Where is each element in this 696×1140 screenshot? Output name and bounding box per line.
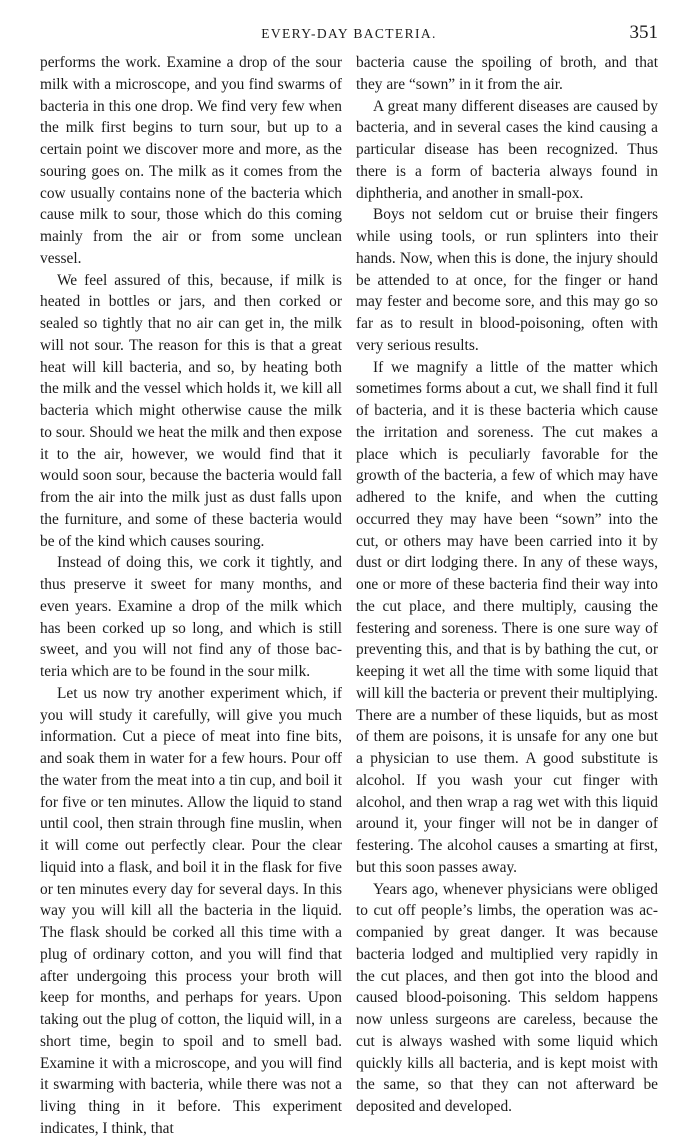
paragraph: We feel assured of this, because, if milk is heated in bottles or jars, and then corked or sealed so tightly that no air can get in, the milk will not sour. The reason for this is that a great heat will kill bacteria, and so, by heating both the milk and the vessel which holds it, we kill all bacteria which might otherwise cause the milk to sour. Should we heat the milk and then expose it to the air, however, we would find that it would soon sour, because the bacteria would fall from the air into the milk just as dust falls upon the furniture, and some of these bacteria would be of the kind which causes souring. [40, 271, 342, 550]
page-number: 351 [629, 22, 658, 43]
page-header [40, 18, 658, 48]
paragraph: Boys not seldom cut or bruise their fingers while using tools, or run splinters into their hands. Now, when this is done, the injury should be attended to at once, for the finger or hand may fester and become sore, and this may go so far as to result in blood-poisoning, often with very serious results. [356, 206, 658, 354]
paragraph: Instead of doing this, we cork it tightly, and thus preserve it sweet for many months, and even years. Examine a drop of the milk which has been corked up so long, and which is still sweet, and you will not find any of those bacteria which are to be found in the sour milk. [40, 554, 342, 680]
right-column [356, 52, 658, 1118]
paragraph: If we magnify a little of the matter which sometimes forms about a cut, we shall find it full of bacteria, and it is these bacteria which cause the irritation and soreness. The cut makes a place which is peculiarly favorable for the growth of the bacteria, a few of which may have adhered to the knife, and when the cutting occurred they may have been “sown” into the cut, or others may have been carried into it by dust or dirt lodging there. In any of these ways, one or more of these bacteria find their way into the cut place, and there multiply, causing the festering and soreness. There is one sure way of preventing this, and that is by bathing the cut, or keeping it wet all the time with some liquid that will kill the bacteria or prevent their multiplying. There are a number of these liquids, but as most of them are poisons, it is unsafe for any one but a physician to use them. A good substitute is alcohol. If you wash your cut finger with alcohol, and then wrap a rag wet with this liquid around it, your finger will not be in danger of festering. The alcohol causes a smarting at first, but this soon passes away. [356, 358, 658, 876]
paragraph: performs the work. Examine a drop of the sour milk with a microscope, and you find swarms of bacteria in this one drop. We find very few when the milk first begins to turn sour, but up to a certain point we discover more and more, as the souring goes on. The milk as it comes from the cow usually contains none of the bacteria which cause milk to sour, those which do this coming mainly from the air or from some unclean vessel. [40, 54, 342, 267]
paragraph: Years ago, whenever physicians were obliged to cut off people’s limbs, the operation was accompanied by great danger. It was because bacteria lodged and multiplied very rapidly in the cut places, and then got into the blood and caused blood-poisoning. This seldom happens now unless surgeons are careless, because the cut is always washed with some liquid which quickly kills all bacteria, and is kept moist with the same, so that they can not afterward be deposited and developed. [356, 880, 658, 1115]
paragraph: Let us now try another experiment which, if you will study it carefully, will give you much information. Cut a piece of meat into fine bits, and soak them in water for a few hours. Pour off the water from the meat into a tin cup, and boil it for five or ten minutes. Allow the liquid to stand until cool, then strain through fine muslin, when it will come out perfectly clear. Pour the clear liquid into a flask, and boil it in the flask for five or ten minutes every day for several days. In this way you will kill all the bacteria in the liquid. The flask should be corked all this time with a plug of ordinary cotton, and you will find that after undergoing this process your broth will keep for months, and perhaps for years. Upon taking out the plug of cotton, the liquid will, in a short time, begin to spoil and to smell bad. Examine it with a microscope, and you will find it swarming with bacteria, while there was not a living thing in it before. This experiment indicates, I think, that [40, 684, 342, 1137]
left-column [40, 52, 342, 1140]
paragraph: A great many different diseases are caused by bacteria, and in several cases the kind causing a particular disease has been recognized. Thus there is a form of bacteria always found in diphtheria, and another in small-pox. [356, 97, 658, 202]
running-head: EVERY-DAY BACTERIA. [261, 26, 437, 41]
paragraph: bacteria cause the spoiling of broth, and that they are “sown” in it from the air. [356, 54, 658, 93]
